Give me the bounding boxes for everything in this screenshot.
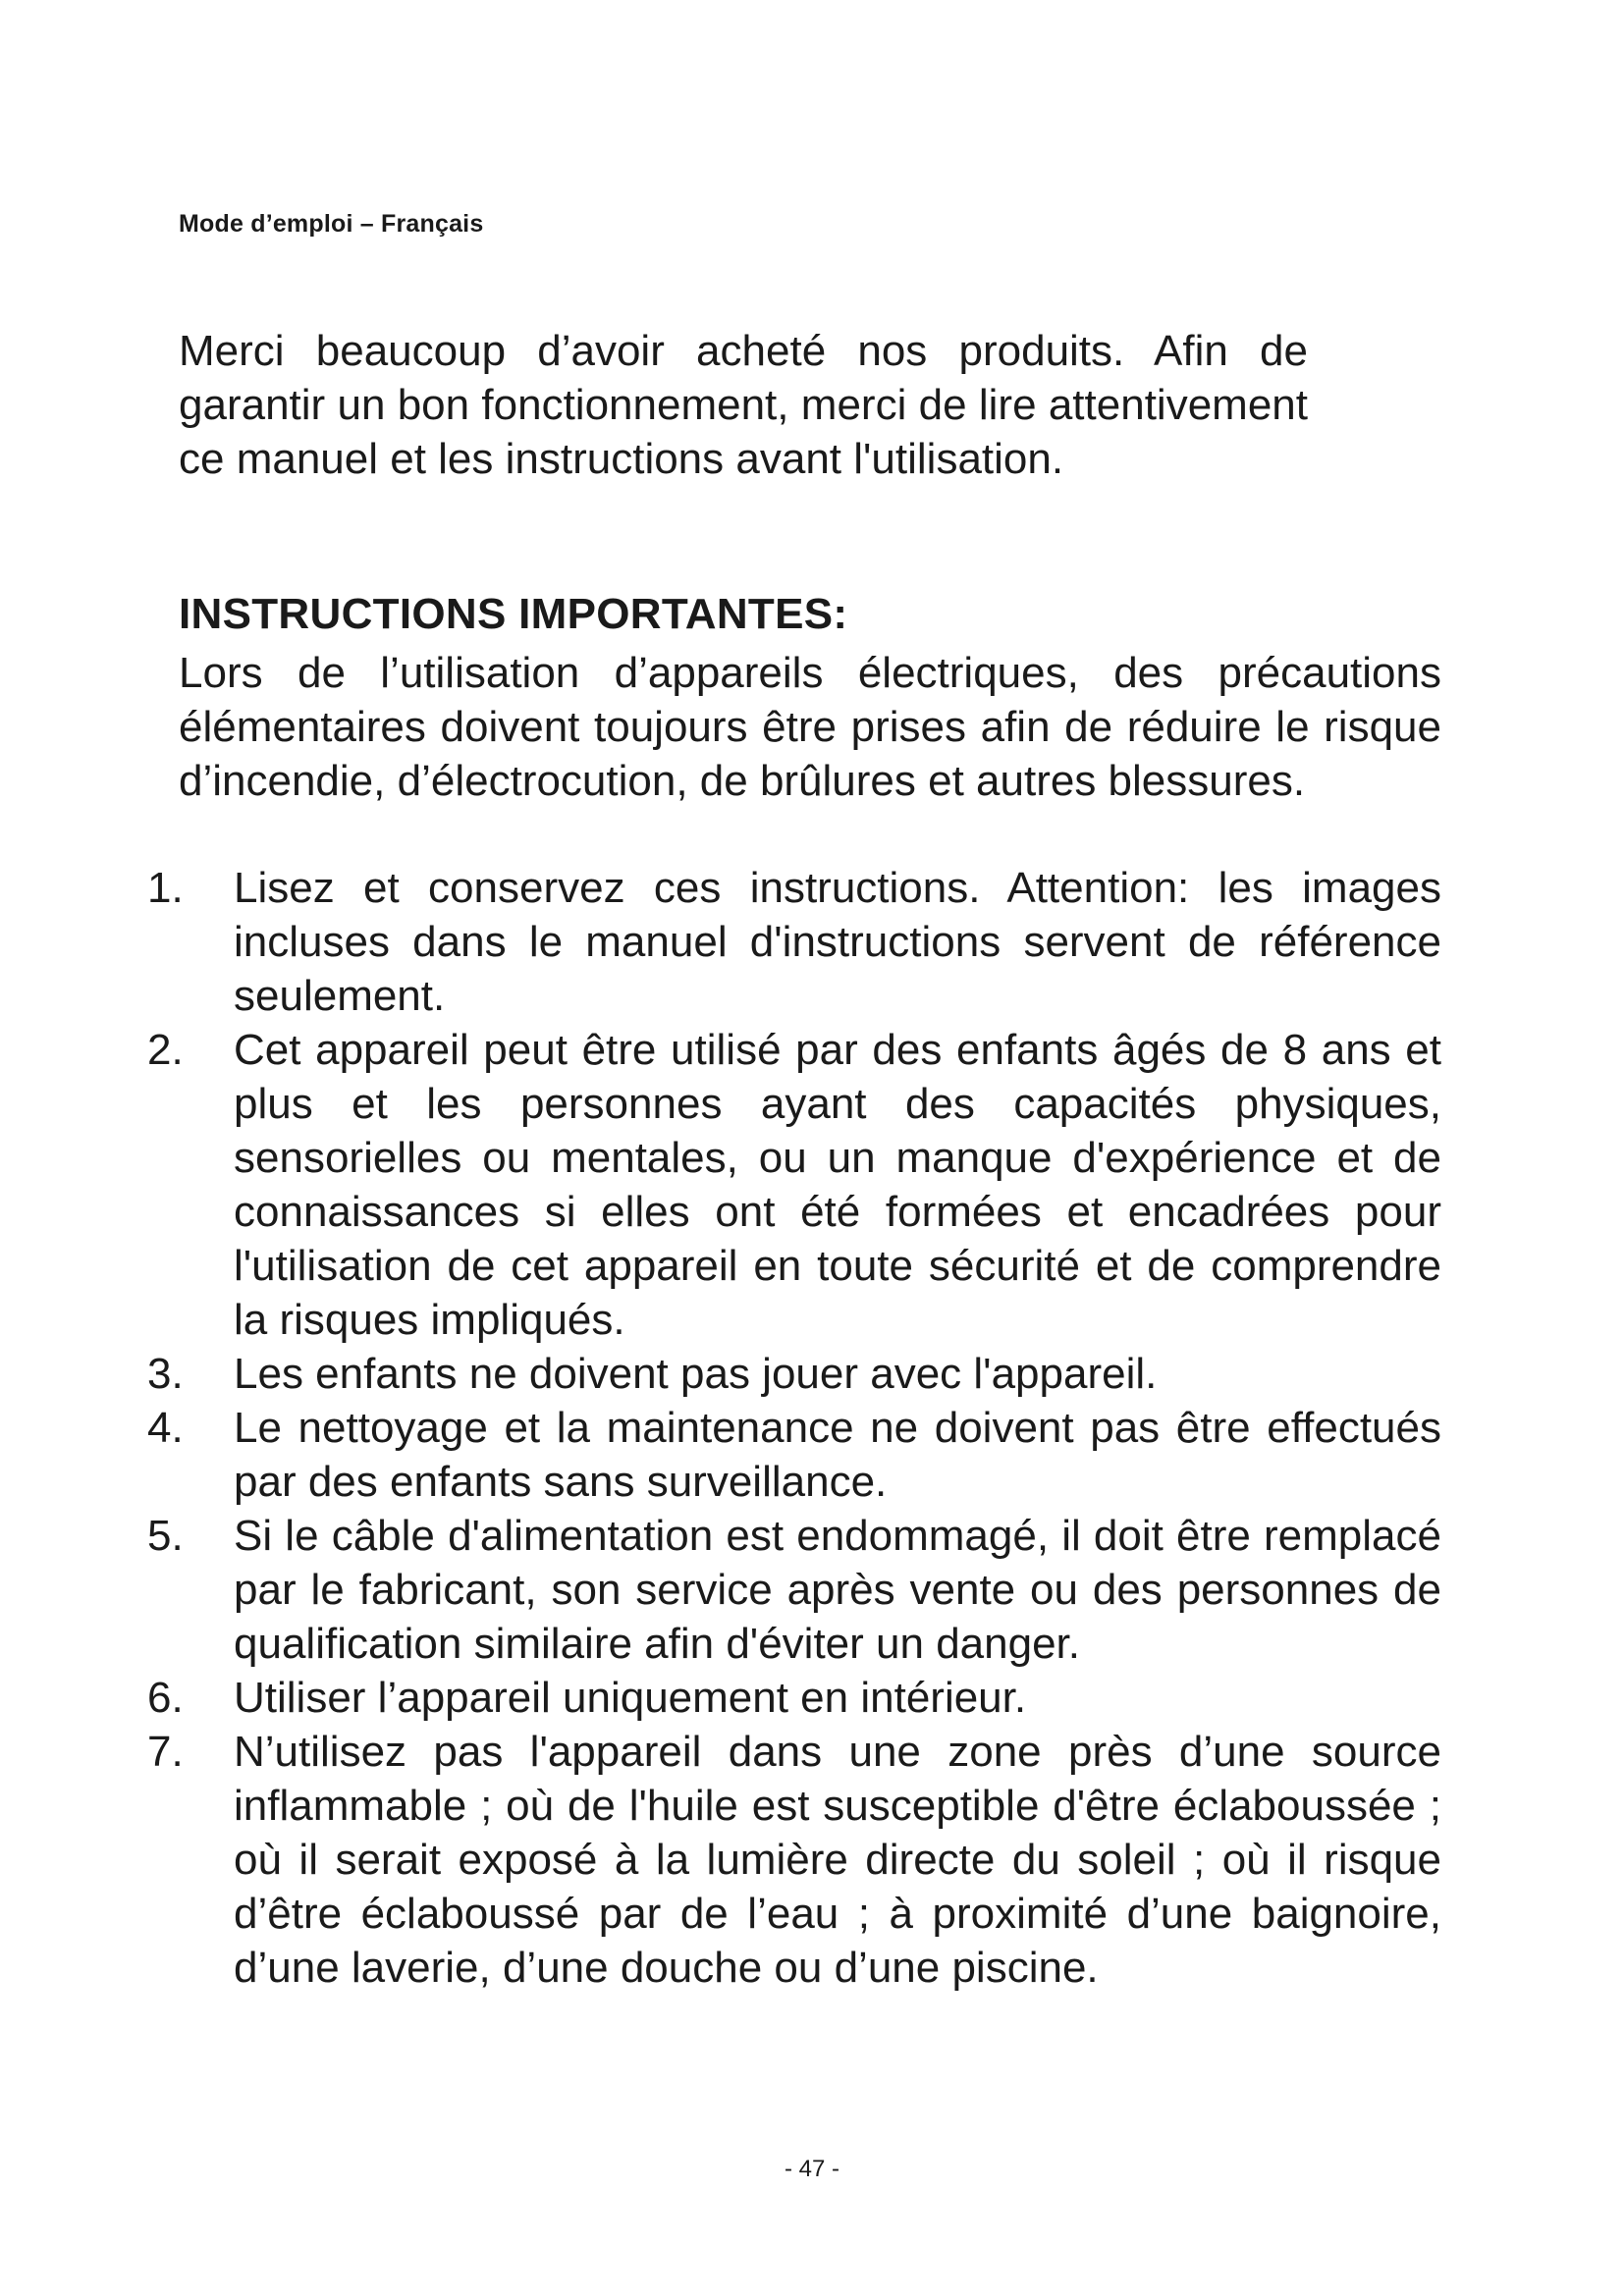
section-intro-paragraph: Lors de l’utilisation d’appareils électriques, des précautions élémentaires doivent toujours être prises afin de réduire le risque d’incendie, d’électrocution, de brûlures et autres blessures. xyxy=(179,649,1441,805)
item-text: Lisez et conservez ces instructions. Attention: les images incluses dans le manuel d'instructions servent de référence seulement. xyxy=(234,864,1441,1020)
item-number: 7. xyxy=(147,1728,184,1776)
list-item xyxy=(147,1401,1441,1509)
list-item xyxy=(147,861,1441,1023)
item-number: 3. xyxy=(147,1350,184,1398)
item-text: Les enfants ne doivent pas jouer avec l'appareil. xyxy=(234,1350,1158,1398)
item-text: Le nettoyage et la maintenance ne doivent pas être effectués par des enfants sans surveillance. xyxy=(234,1404,1441,1506)
item-number: 6. xyxy=(147,1674,184,1722)
list-item xyxy=(147,1347,1441,1401)
list-item xyxy=(147,1023,1441,1347)
item-number: 1. xyxy=(147,864,184,912)
item-text: Cet appareil peut être utilisé par des enfants âgés de 8 ans et plus et les personnes ayant des capacités physiques, sensorielles ou mentales, ou un manque d'expérience et de connaissances si elles ont été formées et encadrées pour l'utilisation de cet appareil en toute sécurité et de comprendre la risques impliqués. xyxy=(234,1026,1441,1344)
page-number: - 47 - xyxy=(784,2156,839,2182)
instructions-list xyxy=(147,861,1441,1995)
list-item xyxy=(147,1671,1441,1725)
item-text: Si le câble d'alimentation est endommagé, il doit être remplacé par le fabricant, son service après vente ou des personnes de qualification similaire afin d'éviter un danger. xyxy=(234,1512,1441,1668)
page-header: Mode d’emploi – Français xyxy=(179,210,484,238)
item-text: N’utilisez pas l'appareil dans une zone près d’une source inflammable ; où de l'huile est susceptible d'être éclaboussée ; où il serait exposé à la lumière directe du soleil ; où il risque d’être éclaboussé par de l’eau ; à proximité d’une baignoire, d’une laverie, d’une douche ou d’une piscine. xyxy=(234,1728,1441,1992)
item-number: 2. xyxy=(147,1026,184,1074)
list-item xyxy=(147,1725,1441,1995)
intro-paragraph: Merci beaucoup d’avoir acheté nos produits. Afin de garantir un bon fonctionnement, merci de lire attentivement ce manuel et les instructions avant l'utilisation. xyxy=(179,327,1308,483)
item-text: Utiliser l’appareil uniquement en intérieur. xyxy=(234,1674,1027,1722)
section-heading: INSTRUCTIONS IMPORTANTES: xyxy=(179,590,848,638)
list-item xyxy=(147,1509,1441,1671)
item-number: 4. xyxy=(147,1404,184,1452)
item-number: 5. xyxy=(147,1512,184,1560)
